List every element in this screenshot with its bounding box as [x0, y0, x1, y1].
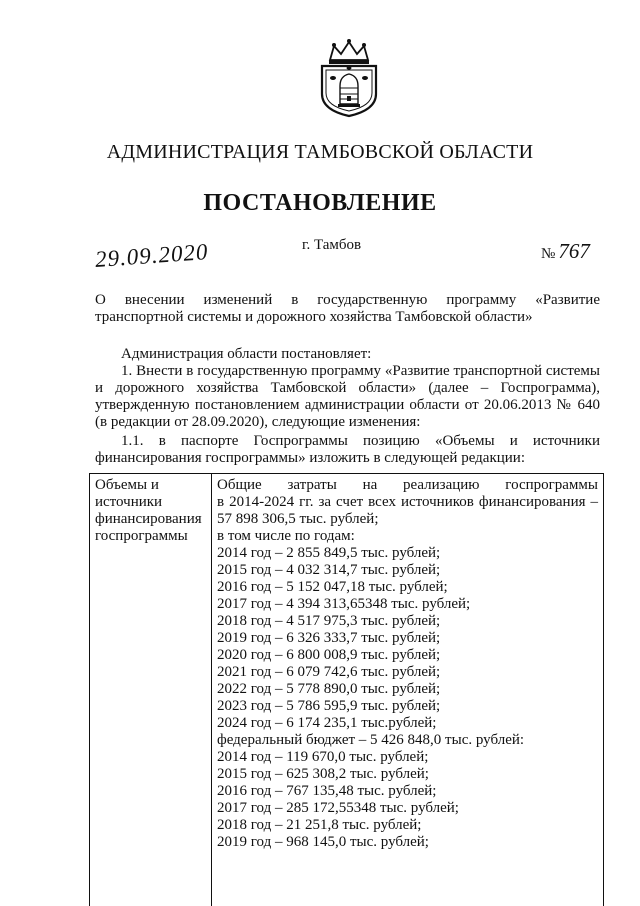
- table-line: 57 898 306,5 тыс. рублей;: [217, 511, 379, 527]
- table-line: 2018 год – 21 251,8 тыс. рублей;: [217, 817, 422, 833]
- table-line: 2016 год – 767 135,48 тыс. рублей;: [217, 783, 437, 799]
- table-line: 2014 год – 119 670,0 тыс. рублей;: [217, 749, 429, 765]
- number-label: №: [541, 246, 556, 262]
- table-line: 2018 год – 4 517 975,3 тыс. рублей;: [217, 613, 441, 629]
- table-line: 2015 год – 625 308,2 тыс. рублей;: [217, 766, 429, 782]
- table-line: 2023 год – 5 786 595,9 тыс. рублей;: [217, 698, 441, 714]
- document-type-title: ПОСТАНОВЛЕНИЕ: [203, 190, 437, 216]
- table-line: 2020 год – 6 800 008,9 тыс. рублей;: [217, 647, 441, 663]
- table-line: 2019 год – 6 326 333,7 тыс. рублей;: [217, 630, 441, 646]
- document-subject: О внесении изменений в государственную программу «Развитие транспортной системы и дорожного хозяйства Тамбовской области»: [95, 292, 600, 325]
- tambov-coat-of-arms-icon: [316, 38, 382, 118]
- table-line: 2015 год – 4 032 314,7 тыс. рублей;: [217, 562, 441, 578]
- organization-title: АДМИНИСТРАЦИЯ ТАМБОВСКОЙ ОБЛАСТИ: [106, 141, 534, 163]
- document-number: [541, 239, 590, 264]
- table-line: федеральный бюджет – 5 426 848,0 тыс. рублей:: [217, 732, 525, 748]
- table-line: Общие затраты на реализацию госпрограммы: [217, 477, 598, 493]
- table-line: 2019 год – 968 145,0 тыс. рублей;: [217, 834, 429, 850]
- financing-table: [89, 473, 604, 906]
- table-column-divider: [211, 474, 212, 906]
- document-city: г. Тамбов: [302, 237, 362, 253]
- table-left-cell: Объемы и источники финансирования госпрограммы: [95, 477, 202, 544]
- table-line: 2022 год – 5 778 890,0 тыс. рублей;: [217, 681, 441, 697]
- table-right-cell: [217, 477, 598, 851]
- table-line: 2017 год – 285 172,55348 тыс. рублей;: [217, 800, 459, 816]
- item-1-1-paragraph: 1.1. в паспорте Госпрограммы позицию «Объемы и источники финансирования госпрограммы» изложить в следующей редакции:: [95, 433, 600, 466]
- table-line: 2021 год – 6 079 742,6 тыс. рублей;: [217, 664, 441, 680]
- table-line: в 2014-2024 гг. за счет всех источников финансирования –: [217, 494, 598, 510]
- number-value: 767: [558, 239, 590, 263]
- table-line: 2014 год – 2 855 849,5 тыс. рублей;: [217, 545, 441, 561]
- intro-paragraph: Администрация области постановляет:: [121, 346, 372, 362]
- table-line: 2024 год – 6 174 235,1 тыс.рублей;: [217, 715, 437, 731]
- document-date: 29.09.2020: [94, 239, 210, 272]
- item-1-paragraph: 1. Внести в государственную программу «Развитие транспортной системы и дорожного хозяйства Тамбовской области» (далее – Госпрограмма), утвержденную постановлением администрации области от 20.06.2013 № 640 (в редакции от 28.09.2020), следующие изменения:: [95, 363, 600, 430]
- table-line: в том числе по годам:: [217, 528, 355, 544]
- table-line: 2017 год – 4 394 313,65348 тыс. рублей;: [217, 596, 471, 612]
- table-line: 2016 год – 5 152 047,18 тыс. рублей;: [217, 579, 448, 595]
